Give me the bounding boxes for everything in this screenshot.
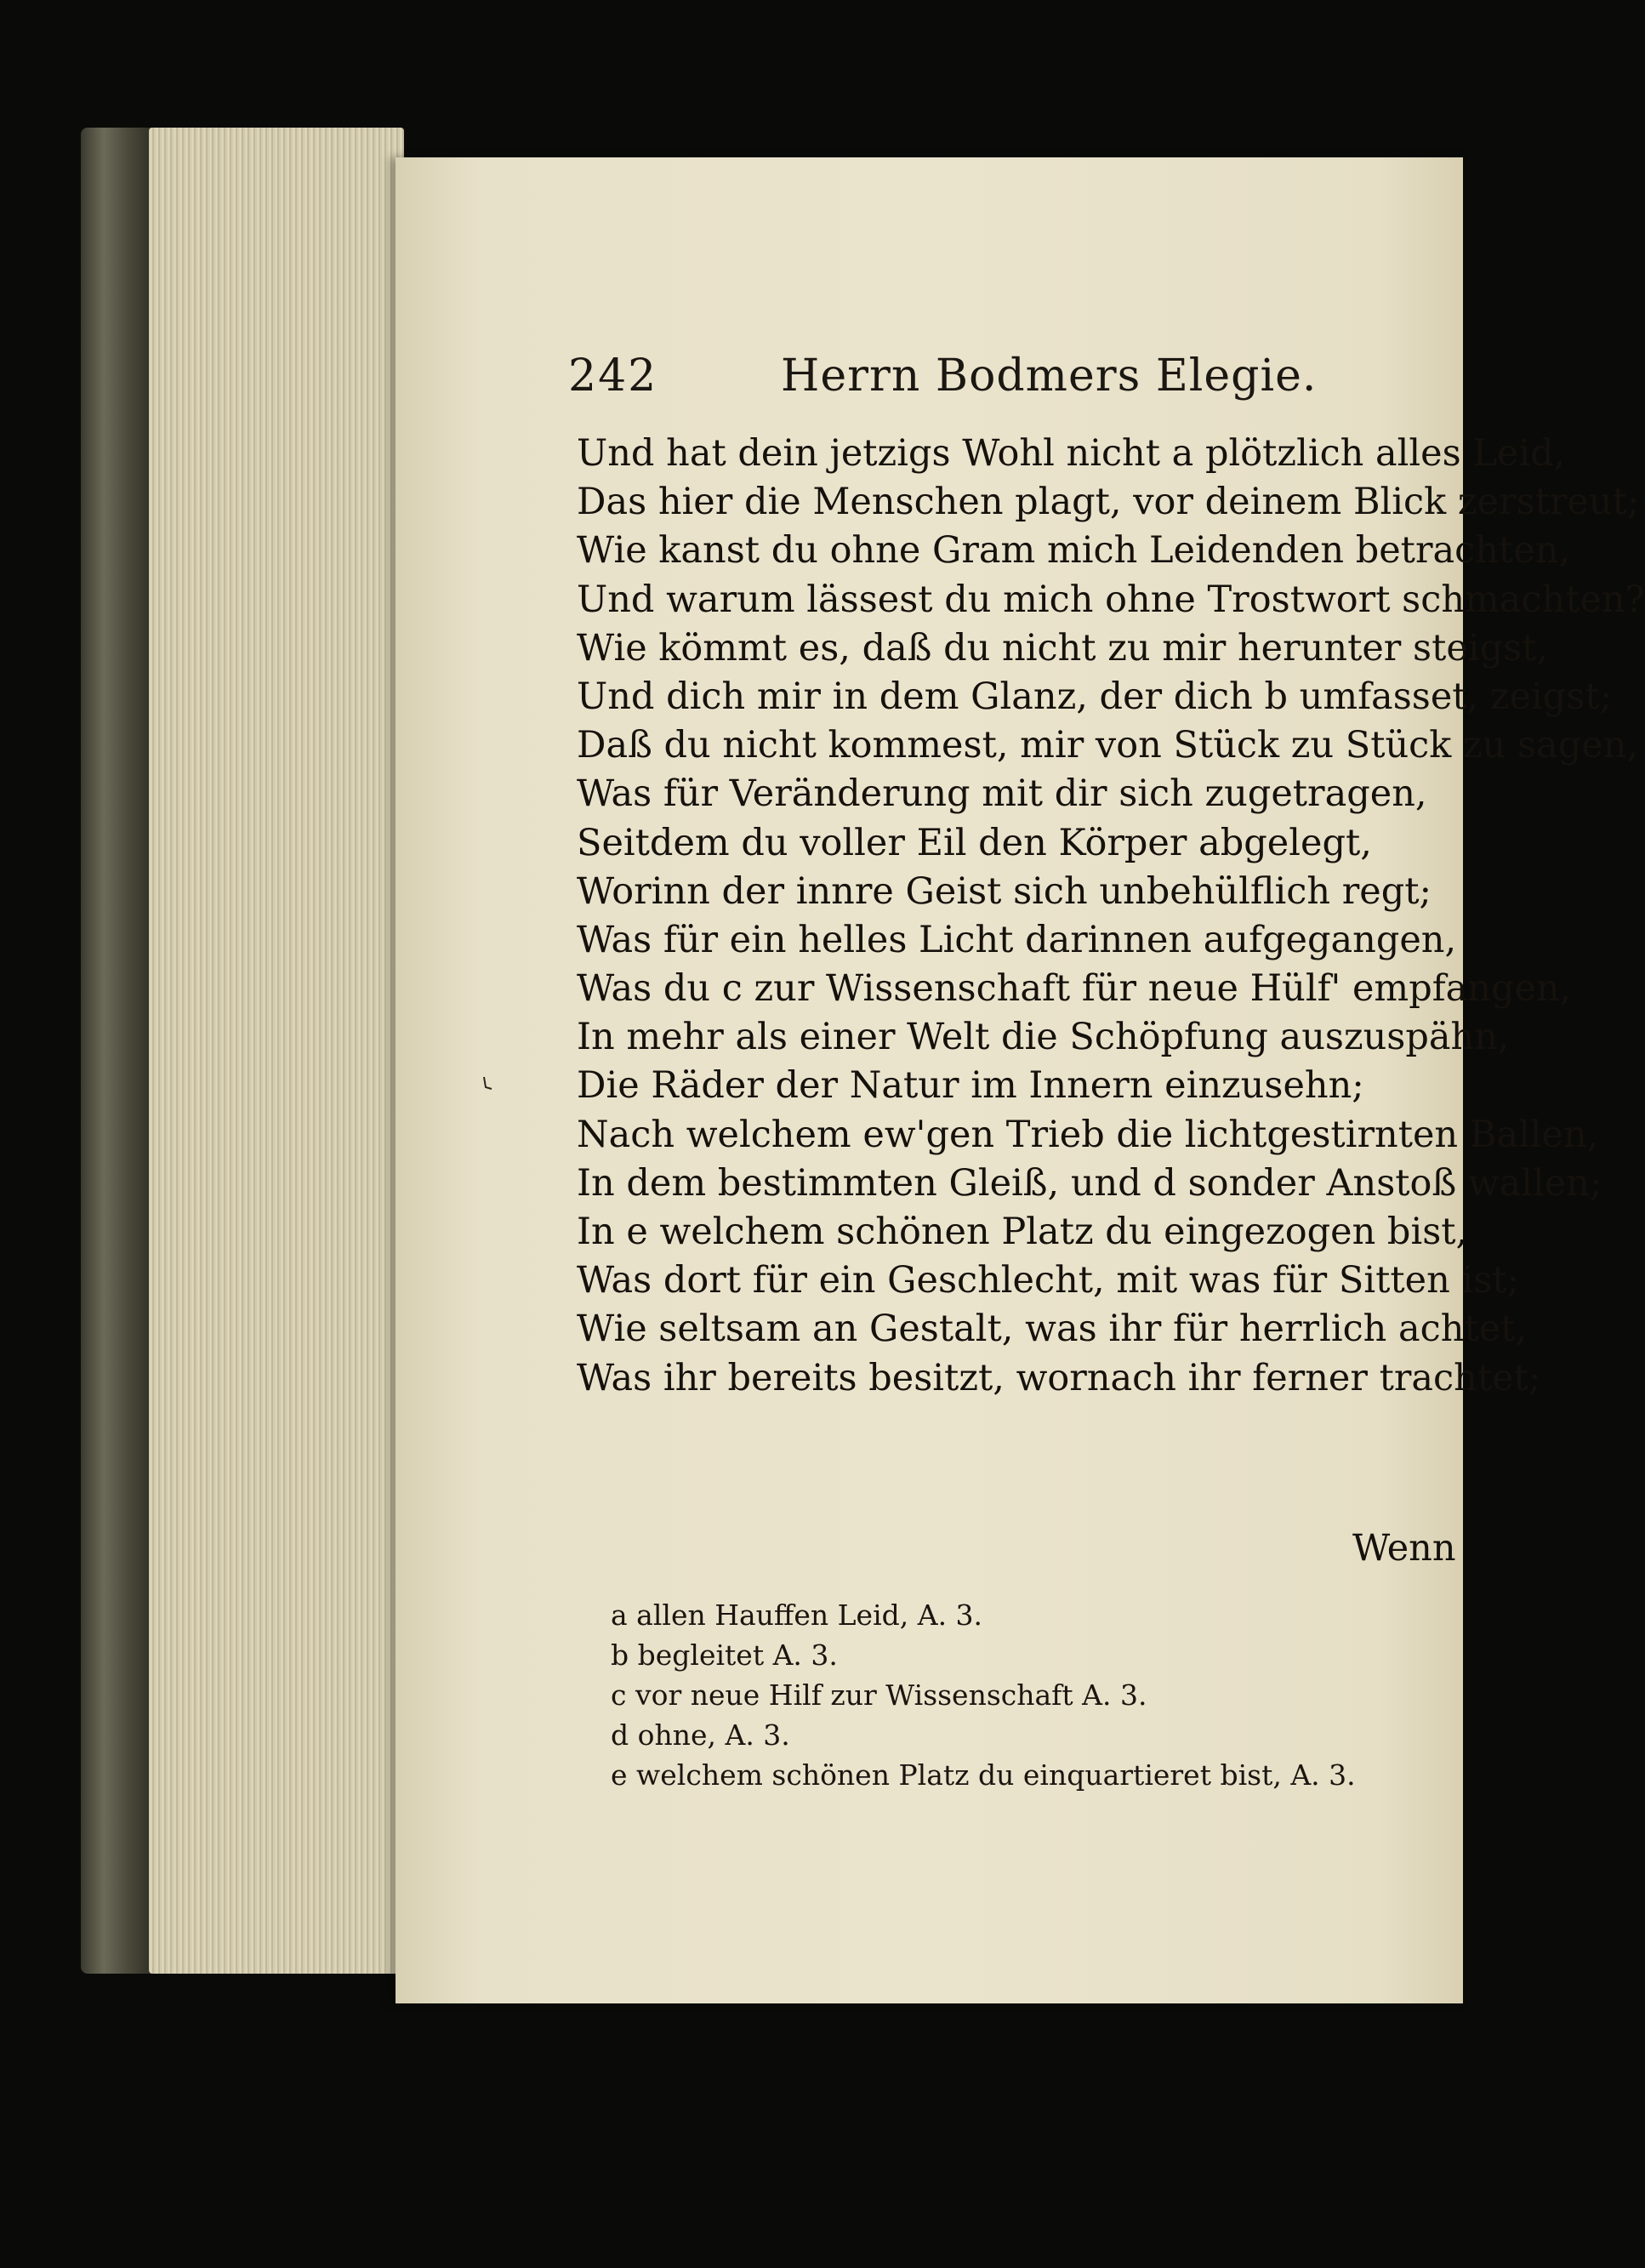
- verse-line: Was ihr bereits besitzt, wornach ihr ferner trachtet;: [577, 1356, 1541, 1399]
- book-cover-edge: [81, 128, 157, 1974]
- verse-line: Daß du nicht kommest, mir von Stück zu Stück zu sagen,: [577, 724, 1639, 767]
- verse-line: In e welchem schönen Platz du eingezogen bist,: [577, 1211, 1468, 1253]
- verse-line: Und warum lässest du mich ohne Trostwort schmachten?: [577, 578, 1645, 621]
- catchword: Wenn: [1352, 1527, 1456, 1570]
- verse-line: Das hier die Menschen plagt, vor deinem Blick zerstreut;: [577, 481, 1640, 524]
- footnote-item: b begleitet A. 3.: [611, 1638, 838, 1672]
- verse-line: Wie seltsam an Gestalt, was ihr für herrlich achtet,: [577, 1308, 1528, 1351]
- margin-mark: [481, 1074, 493, 1087]
- running-title: Herrn Bodmers Elegie.: [781, 350, 1318, 402]
- verse-line: In mehr als einer Welt die Schöpfung auszuspähn,: [577, 1016, 1510, 1059]
- footnote-item: a allen Hauffen Leid, A. 3.: [611, 1598, 983, 1632]
- verse-line: Was du c zur Wissenschaft für neue Hülf' empfangen,: [577, 967, 1572, 1011]
- footnote-item: c vor neue Hilf zur Wissenschaft A. 3.: [611, 1678, 1147, 1712]
- verse-line: Was dort für ein Geschlecht, mit was für Sitten ist;: [577, 1259, 1520, 1302]
- verse-line: Seitdem du voller Eil den Körper abgelegt,: [577, 821, 1372, 864]
- poem-text: [577, 430, 1645, 1403]
- page-edges: [149, 128, 404, 1974]
- verse-line: Und hat dein jetzigs Wohl nicht a plötzlich alles Leid,: [577, 432, 1566, 475]
- page-number: 242: [568, 350, 658, 402]
- footnote-item: d ohne, A. 3.: [611, 1718, 790, 1752]
- footnotes: [611, 1595, 1444, 1795]
- footnote-item: e welchem schönen Platz du einquartieret bist, A. 3.: [611, 1758, 1356, 1792]
- verse-line: Was für ein helles Licht darinnen aufgegangen,: [577, 918, 1457, 961]
- verse-line: Wie kanst du ohne Gram mich Leidenden betrachten,: [577, 529, 1571, 573]
- verse-line: Wie kömmt es, daß du nicht zu mir herunter steigst,: [577, 626, 1549, 670]
- verse-line: Nach welchem ew'gen Trieb die lichtgestirnten Ballen,: [577, 1113, 1599, 1156]
- verse-line: Und dich mir in dem Glanz, der dich b umfasset, zeigst;: [577, 675, 1613, 718]
- verse-line: Worinn der innre Geist sich unbehülflich regt;: [577, 869, 1432, 913]
- verse-line: Was für Veränderung mit dir sich zugetragen,: [577, 772, 1427, 816]
- page-header: [568, 350, 1444, 410]
- margin-mark-glyph: [481, 1076, 493, 1090]
- verse-line: Die Räder der Natur im Innern einzusehn;: [577, 1064, 1364, 1108]
- verse-line: In dem bestimmten Gleiß, und d sonder Anstoß wallen;: [577, 1161, 1602, 1205]
